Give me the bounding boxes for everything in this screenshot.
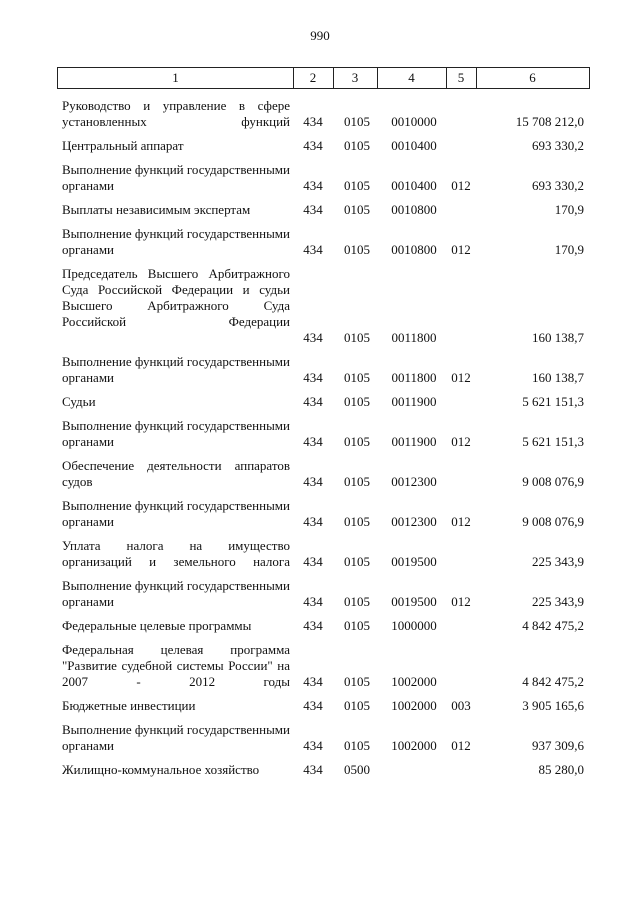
table-row: [0, 202, 640, 218]
row-admin-code: 434: [303, 138, 323, 153]
row-admin-code: 434: [303, 674, 323, 689]
row-section-code: 0105: [344, 514, 370, 529]
row-amount: 225 343,9: [532, 554, 584, 569]
row-description: Жилищно-коммунальное хозяйство: [62, 762, 260, 777]
row-amount: 160 138,7: [532, 370, 584, 385]
table-row: [0, 266, 640, 346]
table-row: [0, 698, 640, 714]
row-section-code: 0105: [344, 370, 370, 385]
row-section-code: 0105: [344, 202, 370, 217]
row-description: Уплата налога на имущество организаций и земельного налога: [62, 538, 290, 569]
table-row: [0, 394, 640, 410]
row-target-code: 0011900: [391, 434, 437, 449]
row-admin-code: 434: [303, 330, 323, 345]
table-row: [0, 538, 640, 570]
row-admin-code: 434: [303, 594, 323, 609]
row-admin-code: 434: [303, 114, 323, 129]
row-section-code: 0105: [344, 178, 370, 193]
row-description: Бюджетные инвестиции: [62, 698, 196, 713]
row-expense-type: 012: [451, 370, 471, 385]
table-row: [0, 418, 640, 450]
row-section-code: 0105: [344, 738, 370, 753]
row-target-code: 0019500: [391, 594, 437, 609]
row-section-code: 0105: [344, 594, 370, 609]
row-amount: 4 842 475,2: [522, 674, 584, 689]
row-expense-type: 012: [451, 178, 471, 193]
row-amount: 170,9: [554, 202, 584, 217]
row-section-code: 0105: [344, 618, 370, 633]
row-description: Руководство и управление в сфере установленных функций: [62, 98, 290, 129]
row-amount: 15 708 212,0: [515, 114, 584, 129]
table-row: [0, 226, 640, 258]
header-col-5: 5: [446, 67, 477, 89]
table-row: [0, 498, 640, 530]
row-amount: 4 842 475,2: [522, 618, 584, 633]
row-amount: 85 280,0: [538, 762, 584, 777]
row-section-code: 0105: [344, 114, 370, 129]
row-admin-code: 434: [303, 178, 323, 193]
row-description: Председатель Высшего Арбитражного Суда Российской Федерации и судьи Высшего Арбитражного Суда Российской Федерации: [62, 266, 290, 329]
row-section-code: 0105: [344, 674, 370, 689]
row-amount: 225 343,9: [532, 594, 584, 609]
row-expense-type: 012: [451, 434, 471, 449]
row-target-code: 1002000: [391, 674, 437, 689]
header-col-6: 6: [476, 67, 590, 89]
row-admin-code: 434: [303, 762, 323, 777]
row-description: Выполнение функций государственными органами: [62, 162, 290, 193]
row-amount: 170,9: [554, 242, 584, 257]
row-amount: 5 621 151,3: [522, 434, 584, 449]
row-target-code: 1000000: [391, 618, 437, 633]
row-target-code: 0010000: [391, 114, 437, 129]
row-description: Федеральная целевая программа "Развитие судебной системы России" на 2007 - 2012 годы: [62, 642, 290, 689]
row-target-code: 0011800: [391, 330, 437, 345]
row-description: Выполнение функций государственными органами: [62, 578, 290, 609]
header-col-1: 1: [57, 67, 294, 89]
table-row: [0, 138, 640, 154]
row-amount: 693 330,2: [532, 138, 584, 153]
row-target-code: 0019500: [391, 554, 437, 569]
table-row: [0, 762, 640, 778]
row-admin-code: 434: [303, 474, 323, 489]
row-amount: 693 330,2: [532, 178, 584, 193]
row-admin-code: 434: [303, 514, 323, 529]
table-row: [0, 618, 640, 634]
row-target-code: 0010400: [391, 138, 437, 153]
row-target-code: 0012300: [391, 514, 437, 529]
row-admin-code: 434: [303, 434, 323, 449]
row-admin-code: 434: [303, 242, 323, 257]
row-admin-code: 434: [303, 738, 323, 753]
table-row: [0, 578, 640, 610]
row-amount: 9 008 076,9: [522, 514, 584, 529]
row-target-code: 1002000: [391, 738, 437, 753]
row-section-code: 0500: [344, 762, 370, 777]
row-section-code: 0105: [344, 394, 370, 409]
table-row: [0, 722, 640, 754]
row-section-code: 0105: [344, 138, 370, 153]
row-amount: 5 621 151,3: [522, 394, 584, 409]
header-col-4: 4: [377, 67, 447, 89]
table-row: [0, 354, 640, 386]
row-section-code: 0105: [344, 698, 370, 713]
row-amount: 160 138,7: [532, 330, 584, 345]
row-target-code: 0012300: [391, 474, 437, 489]
row-description: Выполнение функций государственными органами: [62, 354, 290, 385]
row-admin-code: 434: [303, 698, 323, 713]
row-target-code: 0010400: [391, 178, 437, 193]
row-target-code: 0011800: [391, 370, 437, 385]
row-expense-type: 003: [451, 698, 471, 713]
row-admin-code: 434: [303, 370, 323, 385]
row-admin-code: 434: [303, 394, 323, 409]
row-section-code: 0105: [344, 242, 370, 257]
row-amount: 937 309,6: [532, 738, 584, 753]
row-target-code: 0011900: [391, 394, 437, 409]
table-row: [0, 458, 640, 490]
row-description: Обеспечение деятельности аппаратов судов: [62, 458, 290, 489]
row-expense-type: 012: [451, 738, 471, 753]
header-col-2: 2: [293, 67, 334, 89]
row-expense-type: 012: [451, 514, 471, 529]
row-description: Выполнение функций государственными органами: [62, 498, 290, 529]
page-number: 990: [310, 28, 330, 43]
row-expense-type: 012: [451, 594, 471, 609]
table-row: [0, 98, 640, 130]
row-section-code: 0105: [344, 474, 370, 489]
row-description: Федеральные целевые программы: [62, 618, 252, 633]
row-description: Судьи: [62, 394, 96, 409]
header-col-3: 3: [333, 67, 378, 89]
row-description: Выполнение функций государственными органами: [62, 418, 290, 449]
row-admin-code: 434: [303, 202, 323, 217]
row-target-code: 0010800: [391, 242, 437, 257]
row-target-code: 0010800: [391, 202, 437, 217]
row-description: Выполнение функций государственными органами: [62, 226, 290, 257]
row-section-code: 0105: [344, 434, 370, 449]
row-section-code: 0105: [344, 554, 370, 569]
row-target-code: 1002000: [391, 698, 437, 713]
row-description: Выплаты независимым экспертам: [62, 202, 251, 217]
table-row: [0, 642, 640, 690]
row-amount: 9 008 076,9: [522, 474, 584, 489]
row-description: Выполнение функций государственными органами: [62, 722, 290, 753]
table-row: [0, 162, 640, 194]
row-expense-type: 012: [451, 242, 471, 257]
row-admin-code: 434: [303, 554, 323, 569]
row-amount: 3 905 165,6: [522, 698, 584, 713]
row-section-code: 0105: [344, 330, 370, 345]
row-admin-code: 434: [303, 618, 323, 633]
row-description: Центральный аппарат: [62, 138, 184, 153]
